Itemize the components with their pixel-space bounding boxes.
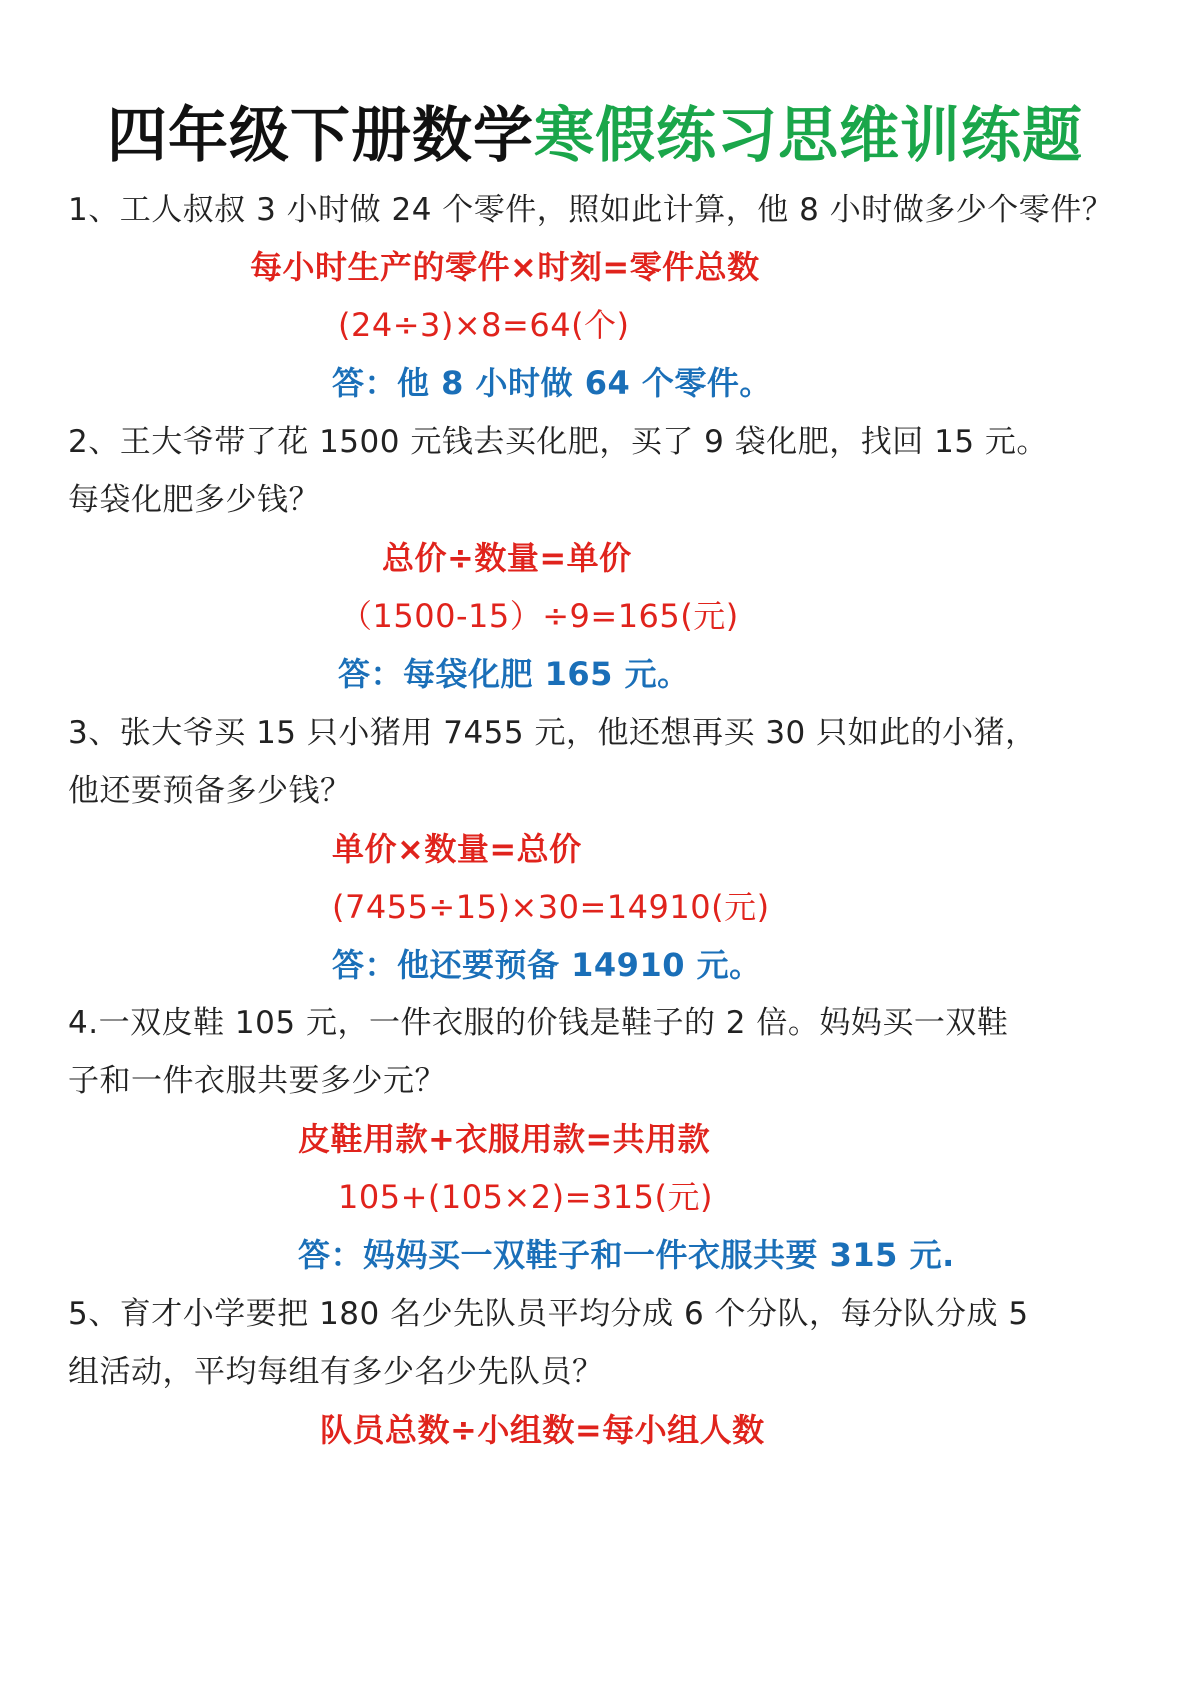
problem-5-formula: 队员总数÷小组数=每小组人数: [320, 1411, 765, 1449]
problem-1-calculation: (24÷3)×8=64(个): [338, 306, 630, 344]
problem-4-formula: 皮鞋用款+衣服用款=共用款: [298, 1120, 711, 1158]
problem-3-question-line-1: 3、张大爷买 15 只小猪用 7455 元，他还想再买 30 只如此的小猪，: [68, 715, 1037, 751]
problem-4-question-line-1: 4.一双皮鞋 105 元，一件衣服的价钱是鞋子的 2 倍。妈妈买一双鞋: [68, 1005, 1009, 1041]
problem-5-question-line-1: 5、育才小学要把 180 名少先队员平均分成 6 个分队，每分队分成 5: [68, 1296, 1029, 1332]
problem-5-question-line-2: 组活动，平均每组有多少名少先队员？: [68, 1354, 604, 1390]
problem-3-question-line-2: 他还要预备多少钱？: [68, 773, 352, 809]
problem-2-answer: 答：每袋化肥 165 元。: [338, 655, 690, 693]
title-part-green: 寒假练习思维训练题: [534, 101, 1083, 171]
problem-1-question-line-1: 1、工人叔叔 3 小时做 24 个零件，照如此计算，他 8 小时做多少个零件？: [68, 192, 1114, 228]
problem-2-question-line-1: 2、王大爷带了花 1500 元钱去买化肥，买了 9 袋化肥，找回 15 元。: [68, 424, 1048, 460]
page-title: [0, 98, 1190, 174]
problem-2-question-line-2: 每袋化肥多少钱？: [68, 482, 320, 518]
problem-4-answer: 答：妈妈买一双鞋子和一件衣服共要 315 元.: [298, 1236, 955, 1274]
problem-2-calculation: （1500-15）÷9=165(元): [340, 597, 739, 635]
problem-4-question-line-2: 子和一件衣服共要多少元？: [68, 1063, 446, 1099]
problem-2-formula: 总价÷数量=单价: [382, 539, 632, 577]
problem-1-formula: 每小时生产的零件×时刻=零件总数: [250, 248, 760, 286]
problem-3-calculation: (7455÷15)×30=14910(元): [332, 888, 770, 926]
title-part-black: 四年级下册数学: [107, 101, 534, 171]
problem-1-answer: 答：他 8 小时做 64 个零件。: [332, 364, 772, 402]
problem-3-answer: 答：他还要预备 14910 元。: [332, 946, 762, 984]
problem-4-calculation: 105+(105×2)=315(元): [338, 1178, 713, 1216]
problem-3-formula: 单价×数量=总价: [332, 830, 582, 868]
